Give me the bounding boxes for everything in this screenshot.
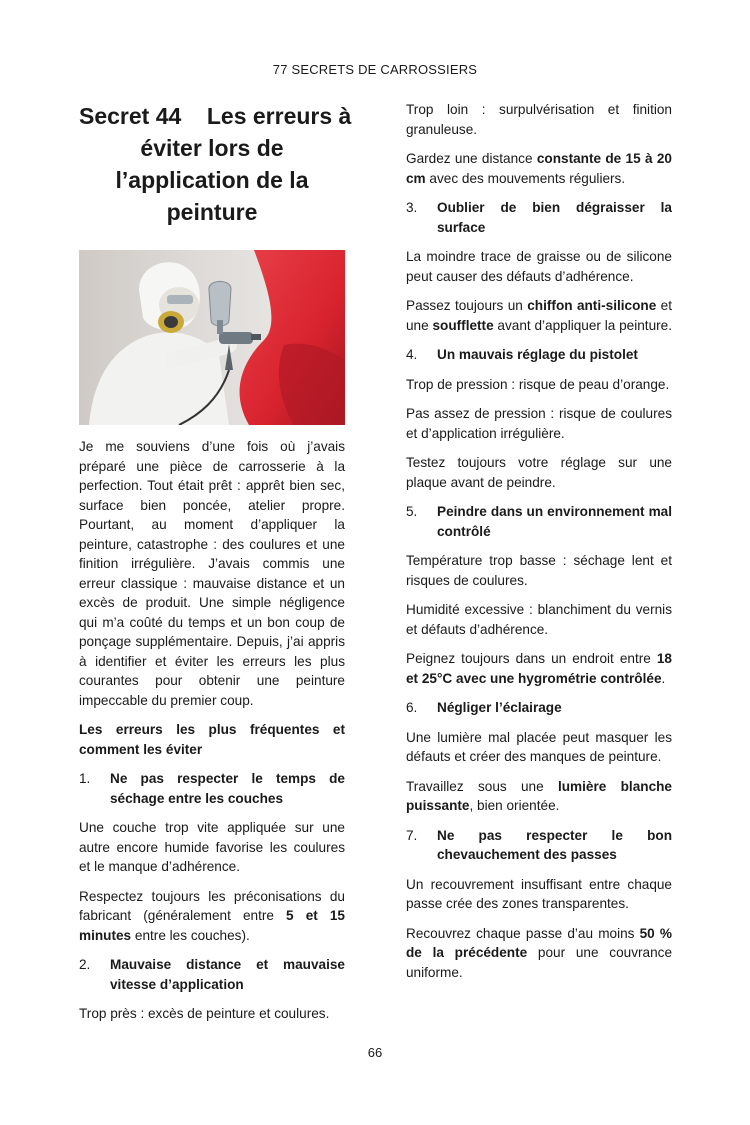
paragraph: Une lumière mal placée peut masquer les défauts et créer des manques de peinture. xyxy=(406,729,672,764)
title-line-2: éviter lors de xyxy=(140,135,284,161)
paragraph: Peignez toujours dans un endroit entre 18 et 25°C avec une hygrométrie contrôlée. xyxy=(406,651,672,686)
list-number: 2. xyxy=(79,957,91,972)
paragraph: Travaillez sous une lumière blanche puissante, bien orientée. xyxy=(406,778,672,813)
paragraph: La moindre trace de graisse ou de silicone peut causer des défauts d’adhérence. xyxy=(406,249,672,284)
list-item-5 xyxy=(406,502,672,541)
list-title: Mauvaise distance et mauvaise vitesse d’application xyxy=(110,957,345,992)
list-item-3 xyxy=(406,198,672,237)
left-column xyxy=(79,100,352,1034)
spray-gun-body xyxy=(219,332,253,344)
list-number: 5. xyxy=(406,504,418,519)
paragraph: Pas assez de pression : risque de coulures et d’application irrégulière. xyxy=(406,406,672,441)
car-shadow xyxy=(279,344,345,425)
list-item-2 xyxy=(79,955,345,994)
list-title: Peindre dans un environnement mal contrôlé xyxy=(437,504,672,539)
painter-photo xyxy=(79,250,345,425)
painter-illustration xyxy=(79,250,345,425)
list-item-1 xyxy=(79,769,345,808)
paragraph: Testez toujours votre réglage sur une plaque avant de peindre. xyxy=(406,455,672,490)
list-number: 4. xyxy=(406,347,418,362)
list-number: 6. xyxy=(406,700,418,715)
list-number: 1. xyxy=(79,771,91,786)
gun-neck xyxy=(217,320,223,334)
title-line-3: l’application de la xyxy=(115,167,309,193)
paragraph: Passez toujours un chiffon anti-silicone et une soufflette avant d’appliquer la peinture. xyxy=(406,298,672,333)
paragraph: Recouvrez chaque passe d’au moins 50 % de la précédente pour une couvrance uniforme. xyxy=(406,925,672,980)
title-line-1: Secret 44 Les erreurs à xyxy=(79,103,352,129)
right-column xyxy=(406,100,672,992)
paragraph: Une couche trop vite appliquée sur une autre encore humide favorise les coulures et le manque d’adhérence. xyxy=(79,820,345,874)
paint-cup xyxy=(209,281,231,326)
paragraph: Trop près : excès de peinture et coulures. xyxy=(79,1006,330,1021)
running-header: 77 SECRETS DE CARROSSIERS xyxy=(272,62,478,77)
intro-paragraph: Je me souviens d’une fois où j’avais préparé une pièce de carrosserie à la perfection. Tout était prêt : apprêt bien sec, surface bien poncée, atelier propre. Pourtant, au moment d’appliquer la peinture, catastrophe : des coulures et une finition irrégulière. J’avais commis une erreur classique : mauvaise distance et un excès de produit. Une simple négligence qui m’a coûté du temps et un bon coup de ponçage supplémentaire. Depuis, j’ai appris à identifier et éviter les erreurs les plus courantes pour obtenir une peinture impeccable du premier coup. xyxy=(79,439,345,708)
page-title xyxy=(79,100,352,228)
list-item-6 xyxy=(406,698,672,718)
page-number: 66 xyxy=(367,1045,383,1060)
paragraph: Trop loin : surpulvérisation et finition granuleuse. xyxy=(406,102,672,137)
list-title: Ne pas respecter le bon chevauchement des passes xyxy=(437,827,672,862)
paragraph: Trop de pression : risque de peau d’orange. xyxy=(406,376,670,392)
list-title: Négliger l’éclairage xyxy=(437,700,562,715)
title-line-4: peinture xyxy=(166,199,258,225)
list-item-4 xyxy=(406,345,672,365)
list-title: Un mauvais réglage du pistolet xyxy=(437,347,638,362)
paragraph: Un recouvrement insuffisant entre chaque passe crée des zones transparentes. xyxy=(406,876,672,911)
list-title: Ne pas respecter le temps de séchage entre les couches xyxy=(110,771,345,806)
respirator-filter xyxy=(164,316,178,328)
paragraph: Température trop basse : séchage lent et risques de coulures. xyxy=(406,553,672,588)
paragraph: Respectez toujours les préconisations du fabricant (généralement entre 5 et 15 minutes entre les couches). xyxy=(79,888,345,943)
gun-nozzle xyxy=(251,334,261,340)
section-subheading: Les erreurs les plus fréquentes et comment les éviter xyxy=(79,722,345,757)
list-number: 7. xyxy=(406,827,418,843)
paragraph: Humidité excessive : blanchiment du vernis et défauts d’adhérence. xyxy=(406,602,672,637)
list-item-7 xyxy=(406,826,672,865)
list-number: 3. xyxy=(406,200,418,215)
paragraph: Gardez une distance constante de 15 à 20 cm avec des mouvements réguliers. xyxy=(406,151,672,186)
safety-goggles xyxy=(167,295,193,304)
list-title: Oublier de bien dégraisser la surface xyxy=(437,200,672,235)
